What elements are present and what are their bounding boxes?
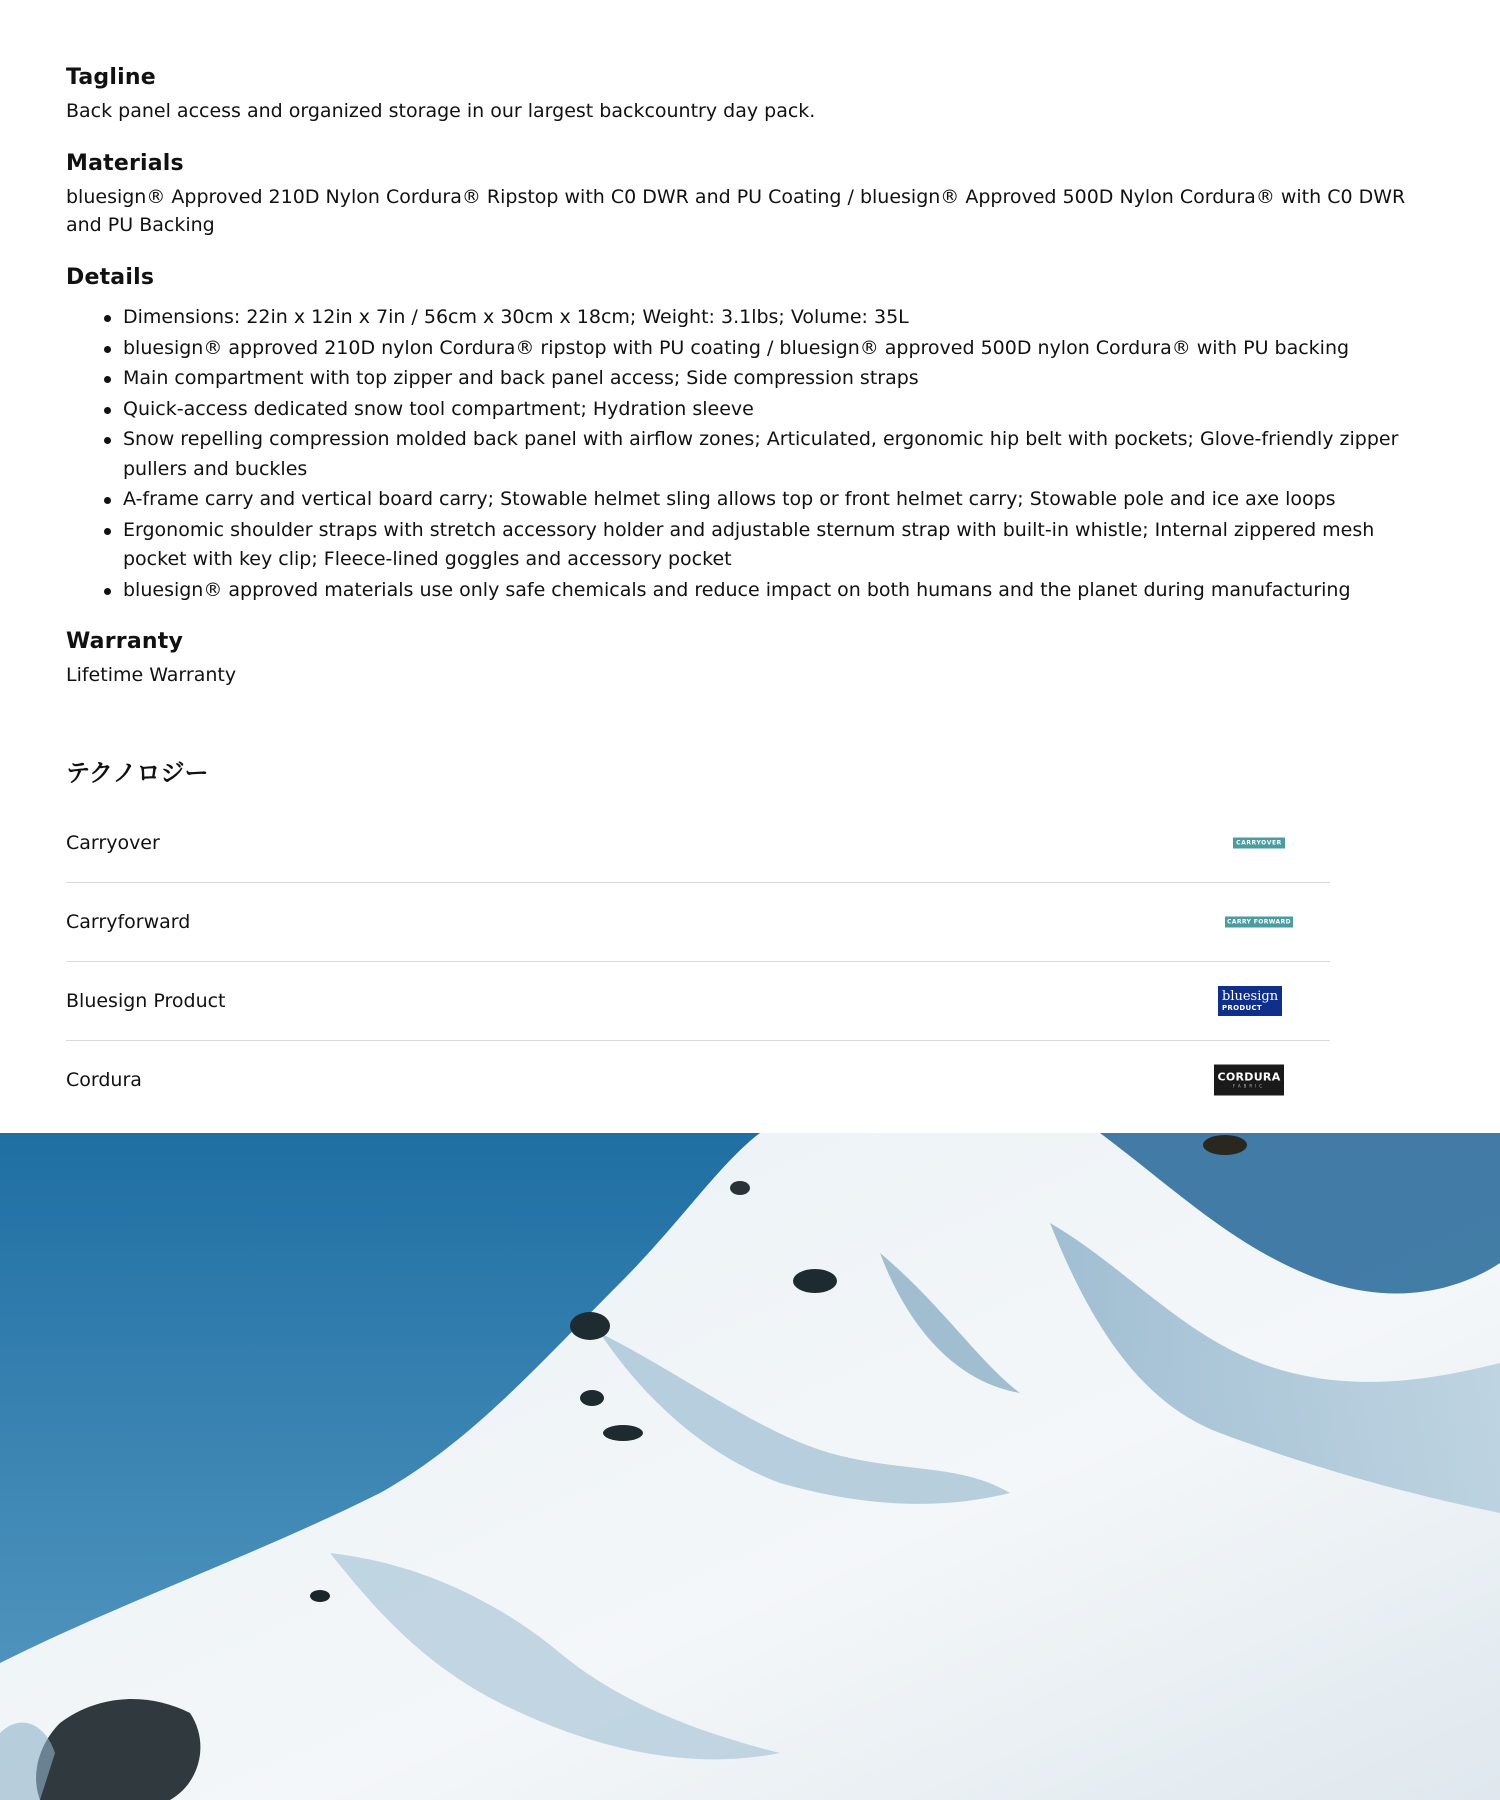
badge-text: CARRY FORWARD xyxy=(1226,918,1291,926)
technology-row-bluesign xyxy=(66,962,1330,1041)
technology-name: Bluesign Product xyxy=(66,990,226,1012)
logo-text: CORDURA xyxy=(1217,1070,1281,1083)
details-item-text: Dimensions: 22in x 12in x 7in / 56cm x 30cm x 18cm; Weight: 3.1lbs; Volume: 35L xyxy=(123,306,909,328)
details-list-item xyxy=(123,303,1436,333)
bullet-icon xyxy=(104,315,111,322)
rock-outcrop xyxy=(730,1181,750,1195)
technology-name: Carryforward xyxy=(66,911,191,933)
hero-mountain-image xyxy=(0,1133,1500,1800)
warranty-section xyxy=(66,629,1436,689)
rock-outcrop xyxy=(570,1312,610,1340)
technology-title: テクノロジー xyxy=(66,759,209,787)
bullet-icon xyxy=(104,346,111,353)
details-list-item xyxy=(123,516,1436,575)
rock-outcrop xyxy=(603,1425,643,1441)
details-item-text: Quick-access dedicated snow tool compartment; Hydration sleeve xyxy=(123,397,754,420)
details-item-text: bluesign® approved materials use only safe chemicals and reduce impact on both humans and the planet during manufacturing xyxy=(123,578,1351,601)
snowy-mountain-slope-illustration xyxy=(0,1133,1500,1800)
details-list-item xyxy=(123,425,1436,484)
logo-subtext: FABRIC xyxy=(1232,1083,1266,1088)
technology-row-carryover xyxy=(66,804,1330,883)
details-list-item xyxy=(123,485,1436,515)
warranty-text: Lifetime Warranty xyxy=(66,664,237,686)
details-list-item xyxy=(123,576,1436,606)
materials-section xyxy=(66,151,1436,239)
badge-text: CARRYOVER xyxy=(1236,839,1282,847)
details-list-item xyxy=(123,395,1436,425)
rock-outcrop xyxy=(580,1390,604,1406)
bullet-icon xyxy=(104,588,111,595)
rock-outcrop xyxy=(310,1590,330,1602)
technology-row-carryforward xyxy=(66,883,1330,962)
technology-name: Cordura xyxy=(66,1069,142,1091)
bullet-icon xyxy=(104,407,111,414)
bullet-icon xyxy=(104,376,111,383)
logo-subtext: PRODUCT xyxy=(1222,1003,1262,1012)
technology-list xyxy=(66,804,1330,1119)
details-list-item xyxy=(123,334,1436,364)
details-list xyxy=(66,303,1436,605)
bullet-icon xyxy=(104,437,111,444)
details-item-text: bluesign® approved 210D nylon Cordura® ripstop with PU coating / bluesign® approved 500D nylon Cordura® with PU backing xyxy=(123,336,1350,359)
rock-outcrop xyxy=(1203,1135,1247,1155)
warranty-title: Warranty xyxy=(66,629,183,654)
details-section xyxy=(66,265,1436,606)
carryover-badge-icon xyxy=(1233,838,1285,849)
bluesign-logo-icon xyxy=(1218,986,1282,1016)
details-item-text: Ergonomic shoulder straps with stretch accessory holder and adjustable sternum strap with built-in whistle; Internal zippered mesh pocket with key clip; Fleece-lined goggles and accessory pocket xyxy=(123,518,1375,570)
details-list-item xyxy=(123,364,1436,394)
technology-row-cordura xyxy=(66,1041,1330,1119)
tagline-title: Tagline xyxy=(66,65,156,90)
technology-name: Carryover xyxy=(66,832,160,854)
materials-title: Materials xyxy=(66,151,184,176)
details-item-text: Snow repelling compression molded back panel with airflow zones; Articulated, ergonomic hip belt with pockets; Glove-friendly zipper pullers and buckles xyxy=(123,428,1399,480)
logo-text: bluesign xyxy=(1222,988,1279,1004)
cordura-logo-icon xyxy=(1214,1065,1284,1096)
bullet-icon xyxy=(104,497,111,504)
materials-text: bluesign® Approved 210D Nylon Cordura® Ripstop with C0 DWR and PU Coating / bluesign® Approved 500D Nylon Cordura® with C0 DWR and PU Backing xyxy=(66,186,1406,236)
tagline-text: Back panel access and organized storage in our largest backcountry day pack. xyxy=(66,100,816,122)
details-title: Details xyxy=(66,265,155,290)
tagline-section xyxy=(66,65,1436,125)
details-item-text: A-frame carry and vertical board carry; Stowable helmet sling allows top or front helmet carry; Stowable pole and ice axe loops xyxy=(123,488,1336,510)
carryforward-badge-icon xyxy=(1225,917,1293,928)
bullet-icon xyxy=(104,528,111,535)
rock-outcrop xyxy=(793,1269,837,1293)
details-item-text: Main compartment with top zipper and back panel access; Side compression straps xyxy=(123,367,919,389)
